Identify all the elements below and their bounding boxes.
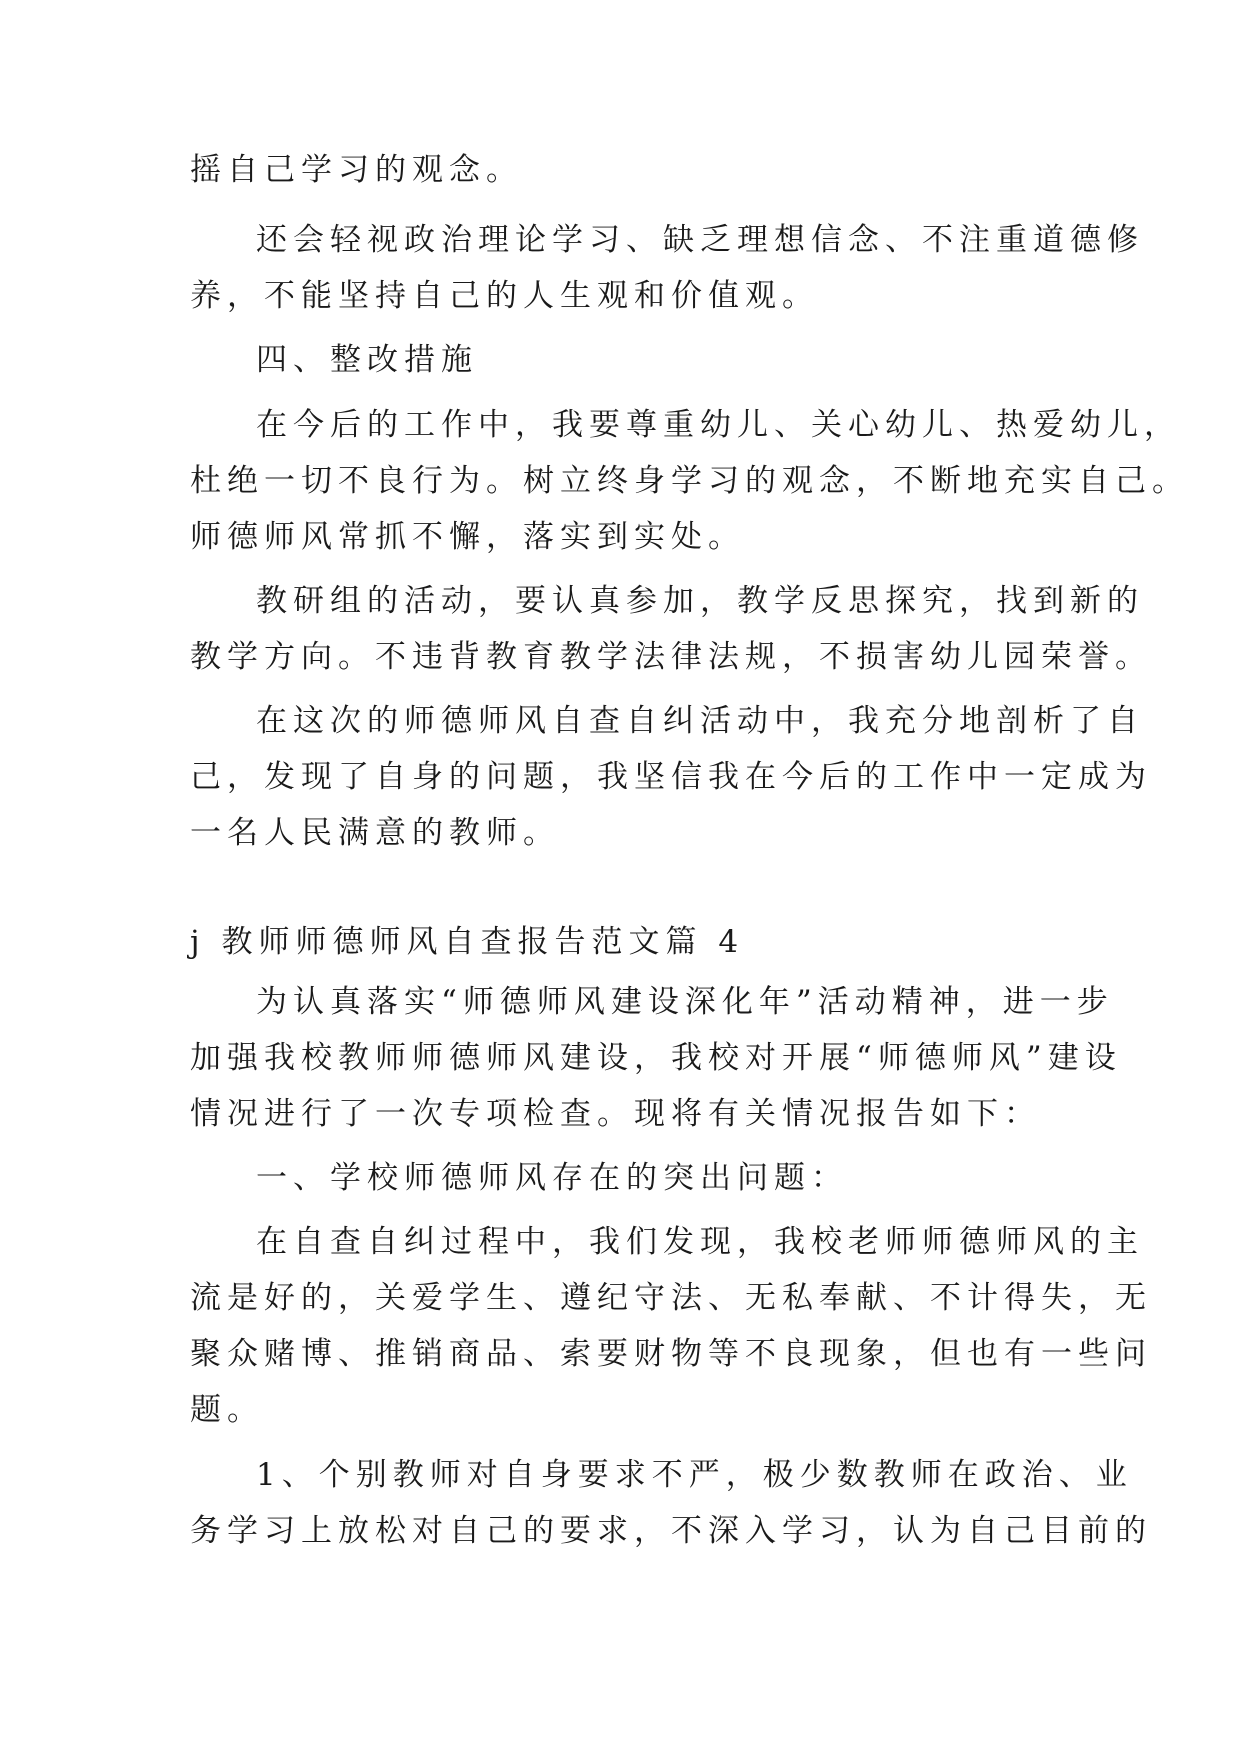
section-heading: 一、学校师德师风存在的突出问题：	[256, 1160, 848, 1196]
paragraph-line: 在今后的工作中，我要尊重幼儿、关心幼儿、热爱幼儿，	[256, 407, 1181, 443]
paragraph-line: 情况进行了一次专项检查。现将有关情况报告如下：	[190, 1096, 1041, 1132]
article-title: j 教师师德师风自查报告范文篇 4	[190, 924, 745, 960]
paragraph-line: 流是好的，关爱学生、遵纪守法、无私奉献、不计得失，无	[190, 1280, 1152, 1316]
paragraph-line: 摇自己学习的观念。	[190, 152, 523, 188]
paragraph-line: 教研组的活动，要认真参加，教学反思探究，找到新的	[256, 583, 1144, 619]
paragraph-line: 一名人民满意的教师。	[190, 815, 560, 851]
paragraph-line: 在自查自纠过程中，我们发现，我校老师师德师风的主	[256, 1224, 1144, 1260]
document-page	[190, 0, 1189, 1754]
paragraph-line: 己，发现了自身的问题，我坚信我在今后的工作中一定成为	[190, 759, 1152, 795]
paragraph-line: 1、个别教师对自身要求不严，极少数教师在政治、业	[256, 1457, 1133, 1493]
paragraph-line: 教学方向。不违背教育教学法律法规，不损害幼儿园荣誉。	[190, 639, 1152, 675]
paragraph-line: 养，不能坚持自己的人生观和价值观。	[190, 278, 819, 314]
paragraph-line: 聚众赌博、推销商品、索要财物等不良现象，但也有一些问	[190, 1336, 1152, 1372]
paragraph-line: 加强我校教师师德师风建设，我校对开展“师德师风”建设	[190, 1040, 1122, 1076]
paragraph-line: 师德师风常抓不懈，落实到实处。	[190, 519, 745, 555]
paragraph-line: 为认真落实“师德师风建设深化年”活动精神，进一步	[256, 984, 1114, 1020]
paragraph-line: 还会轻视政治理论学习、缺乏理想信念、不注重道德修	[256, 222, 1144, 258]
paragraph-line: 务学习上放松对自己的要求，不深入学习，认为自己目前的	[190, 1513, 1152, 1549]
paragraph-line: 题。	[190, 1392, 264, 1428]
section-heading: 四、整改措施	[256, 342, 478, 378]
paragraph-line: 杜绝一切不良行为。树立终身学习的观念，不断地充实自己。	[190, 463, 1189, 499]
paragraph-line: 在这次的师德师风自查自纠活动中，我充分地剖析了自	[256, 703, 1144, 739]
